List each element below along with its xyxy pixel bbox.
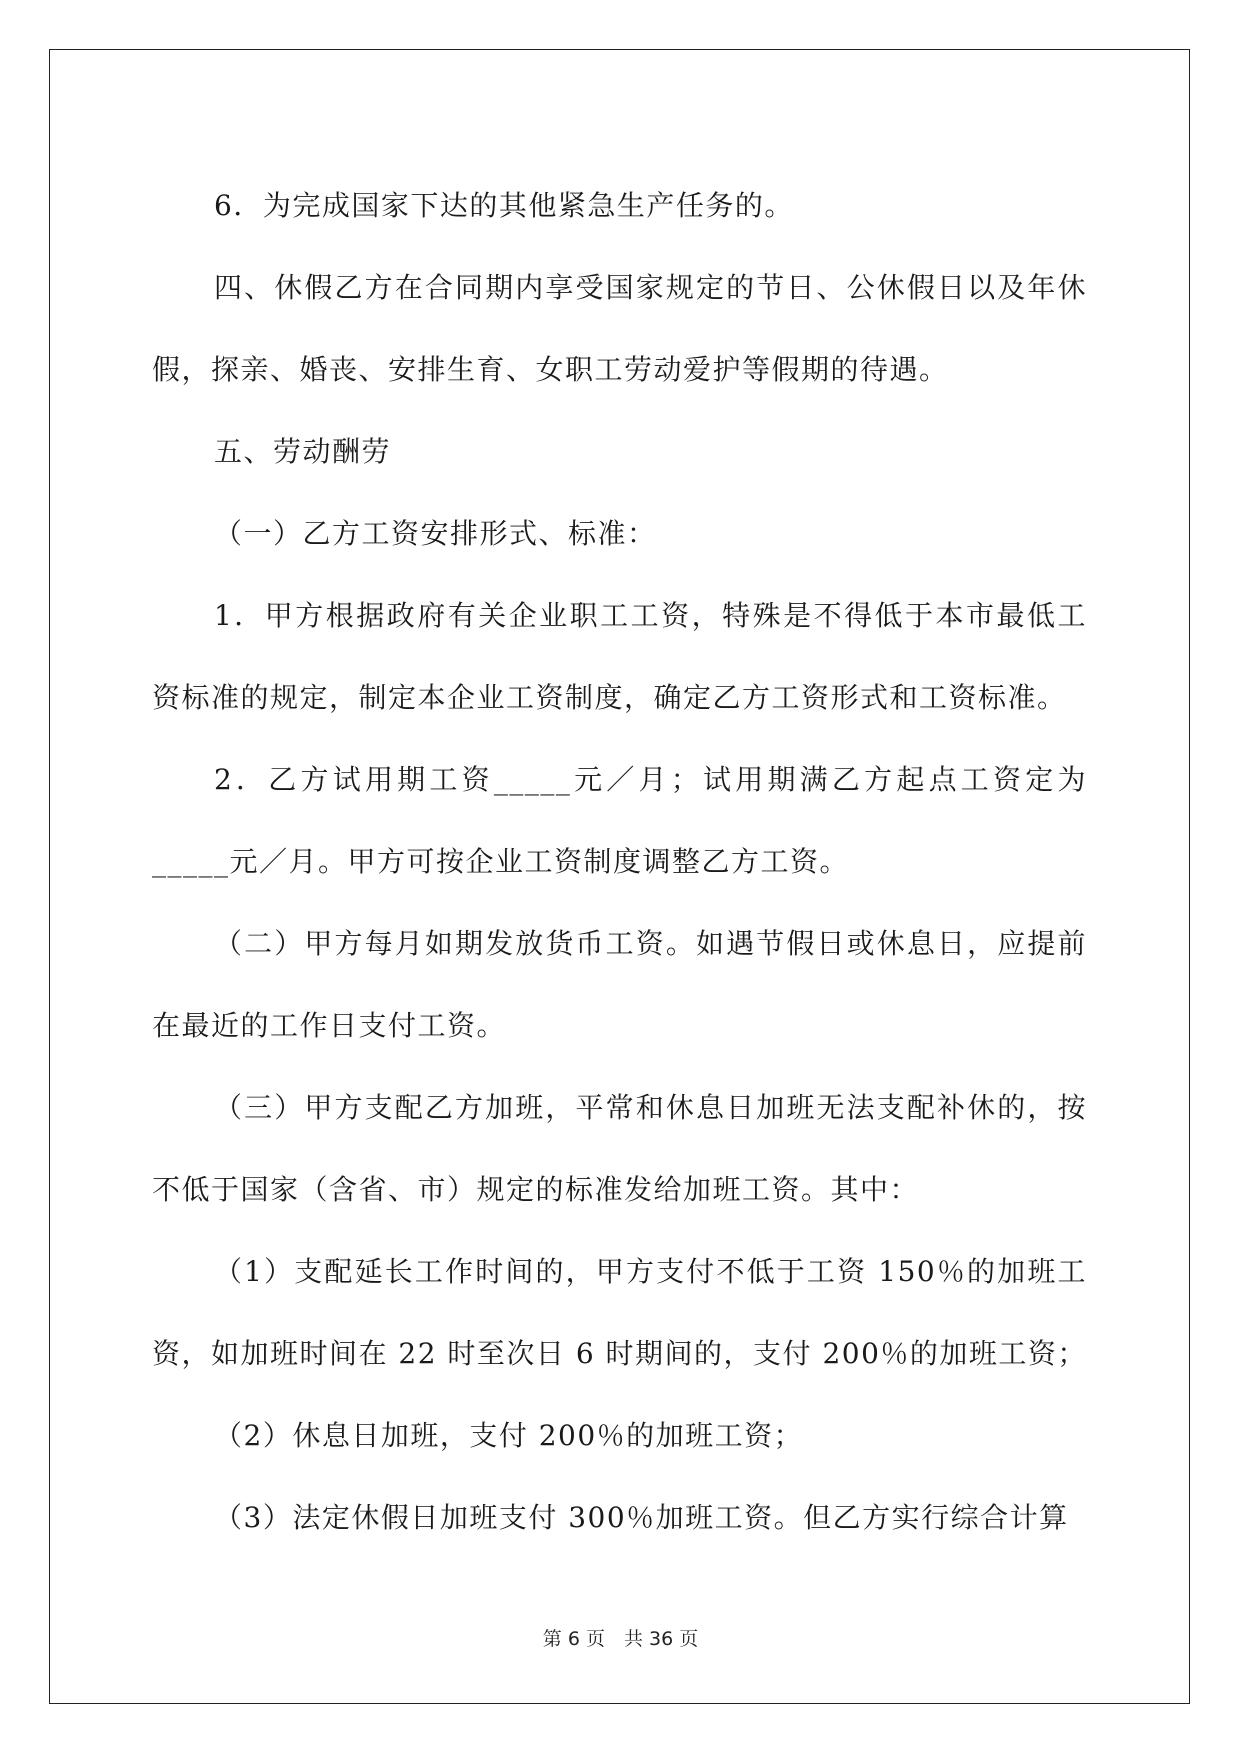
page-number-label: 第 6 页 共 36 页 (542, 1628, 699, 1650)
document-body (152, 165, 1087, 1559)
subsection-heading-wage-form: （一）乙方工资安排形式、标准： (214, 517, 657, 550)
paragraph-wage-standard: 1．甲方根据政府有关企业职工工资，特殊是不得低于本市最低工资标准的规定，制定本企业工资制度，确定乙方工资形式和工资标准。 (152, 599, 1087, 714)
paragraph-overtime-extended: （1）支配延长工作时间的，甲方支付不低于工资 150％的加班工资，如加班时间在 22 时至次日 6 时期间的，支付 200％的加班工资； (152, 1255, 1087, 1370)
paragraph-payment-schedule: （二）甲方每月如期发放货币工资。如遇节假日或休息日，应提前在最近的工作日支付工资。 (152, 927, 1087, 1042)
paragraph-item-6: 6．为完成国家下达的其他紧急生产任务的。 (214, 189, 794, 222)
paragraph-probation-wage: 2．乙方试用期工资_____元／月；试用期满乙方起点工资定为_____元／月。甲方可按企业工资制度调整乙方工资。 (152, 763, 1087, 878)
page-footer (0, 1624, 1241, 1651)
paragraph-overtime: （三）甲方支配乙方加班，平常和休息日加班无法支配补休的，按不低于国家（含省、市）规定的标准发给加班工资。其中： (152, 1091, 1087, 1206)
paragraph-leave: 四、休假乙方在合同期内享受国家规定的节日、公休假日以及年休假，探亲、婚丧、安排生育、女职工劳动爱护等假期的待遇。 (152, 271, 1087, 386)
paragraph-overtime-restday: （2）休息日加班，支付 200％的加班工资； (214, 1419, 804, 1452)
paragraph-overtime-holiday: （3）法定休假日加班支付 300％加班工资。但乙方实行综合计算 (214, 1501, 1069, 1534)
section-heading-remuneration: 五、劳动酬劳 (214, 435, 392, 468)
